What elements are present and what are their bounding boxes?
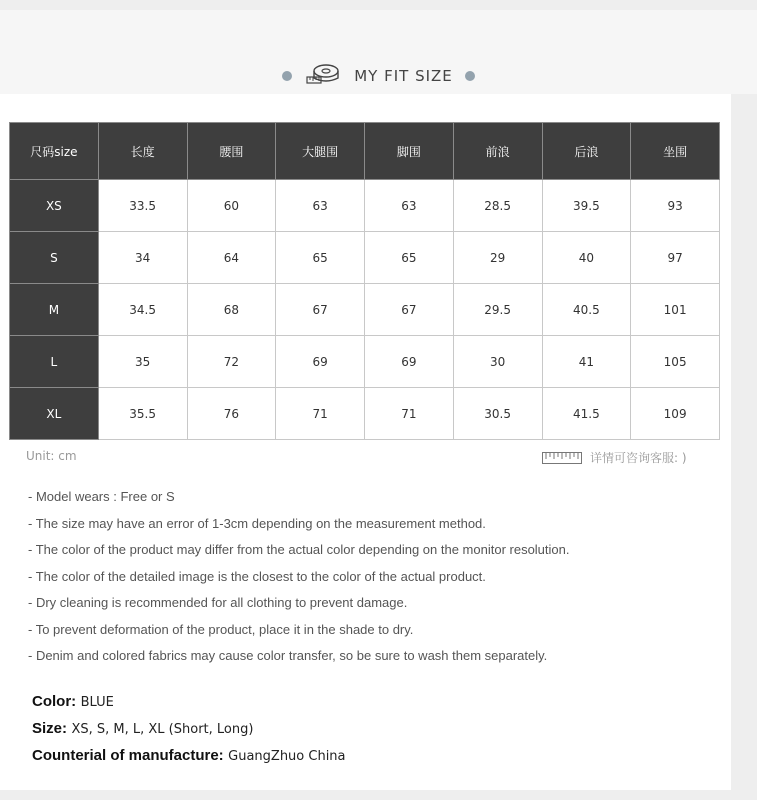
note-item: - Denim and colored fabrics may cause color transfer, so be sure to wash them separately. — [28, 648, 548, 663]
column-header: 大腿围 — [276, 123, 365, 180]
table-cell: 60 — [187, 180, 276, 232]
note-item: - The color of the detailed image is the closest to the color of the actual product. — [28, 568, 486, 584]
table-cell: 29 — [453, 232, 542, 284]
color-label: Color: — [32, 693, 77, 710]
table-cell: 105 — [631, 336, 720, 388]
column-header: 脚围 — [365, 123, 454, 180]
table-cell: 41.5 — [542, 388, 631, 440]
size-cell: XS — [10, 180, 99, 232]
table-cell: 97 — [631, 232, 720, 284]
table-cell: 40.5 — [542, 284, 631, 336]
table-cell: 35 — [98, 336, 187, 388]
origin-label: Counterial of manufacture: — [32, 747, 224, 764]
table-cell: 40 — [542, 232, 631, 284]
size-row — [32, 715, 346, 742]
table-cell: 71 — [276, 388, 365, 440]
table-cell: 63 — [276, 180, 365, 232]
detail-note — [542, 449, 687, 466]
table-cell: 65 — [276, 232, 365, 284]
size-cell: XL — [10, 388, 99, 440]
note-item: - The color of the product may differ from the actual color depending on the monitor resolution. — [28, 542, 570, 557]
size-value: XS, S, M, L, XL (Short, Long) — [71, 722, 254, 737]
table-cell: 28.5 — [453, 180, 542, 232]
table-cell: 63 — [365, 180, 454, 232]
left-dot-icon — [282, 71, 292, 81]
table-cell: 34 — [98, 232, 187, 284]
right-dot-icon — [465, 71, 475, 81]
section-title: MY FIT SIZE — [354, 67, 453, 85]
table-cell: 41 — [542, 336, 631, 388]
table-cell: 30.5 — [453, 388, 542, 440]
column-header: 长度 — [98, 123, 187, 180]
column-header: 尺码size — [10, 123, 99, 180]
product-info — [32, 688, 346, 769]
table-cell: 69 — [276, 336, 365, 388]
table-cell: 34.5 — [98, 284, 187, 336]
note-item: - Dry cleaning is recommended for all clothing to prevent damage. — [28, 595, 408, 610]
table-cell: 69 — [365, 336, 454, 388]
unit-note: Unit: cm — [26, 449, 77, 463]
column-header: 前浪 — [453, 123, 542, 180]
table-row — [10, 388, 720, 440]
note-item: - The size may have an error of 1-3cm depending on the measurement method. — [28, 515, 486, 531]
table-cell: 68 — [187, 284, 276, 336]
table-cell: 39.5 — [542, 180, 631, 232]
table-header-row — [10, 123, 720, 180]
size-label: Size: — [32, 720, 68, 737]
table-cell: 64 — [187, 232, 276, 284]
size-cell: M — [10, 284, 99, 336]
table-cell: 35.5 — [98, 388, 187, 440]
content-panel — [0, 94, 731, 790]
origin-row — [32, 742, 346, 769]
table-cell: 29.5 — [453, 284, 542, 336]
note-item: - Model wears : Free or S — [28, 489, 175, 504]
section-header — [0, 56, 757, 96]
table-cell: 67 — [365, 284, 454, 336]
table-cell: 30 — [453, 336, 542, 388]
table-cell: 33.5 — [98, 180, 187, 232]
table-cell: 71 — [365, 388, 454, 440]
origin-value: GuangZhuo China — [228, 749, 346, 764]
table-cell: 65 — [365, 232, 454, 284]
table-row — [10, 232, 720, 284]
table-cell: 76 — [187, 388, 276, 440]
size-cell: L — [10, 336, 99, 388]
size-table — [9, 122, 720, 440]
table-row — [10, 180, 720, 232]
column-header: 坐围 — [631, 123, 720, 180]
color-row — [32, 688, 346, 715]
size-cell: S — [10, 232, 99, 284]
note-item: - To prevent deformation of the product, place it in the shade to dry. — [28, 621, 414, 637]
table-cell: 72 — [187, 336, 276, 388]
column-header: 腰围 — [187, 123, 276, 180]
measuring-tape-icon — [306, 63, 342, 90]
detail-text: 详情可咨询客服: ) — [590, 451, 687, 465]
table-row — [10, 284, 720, 336]
table-cell: 93 — [631, 180, 720, 232]
table-cell: 109 — [631, 388, 720, 440]
ruler-icon — [542, 452, 582, 464]
column-header: 后浪 — [542, 123, 631, 180]
table-row — [10, 336, 720, 388]
care-notes — [28, 484, 570, 670]
color-value: BLUE — [80, 695, 114, 710]
table-cell: 101 — [631, 284, 720, 336]
table-cell: 67 — [276, 284, 365, 336]
